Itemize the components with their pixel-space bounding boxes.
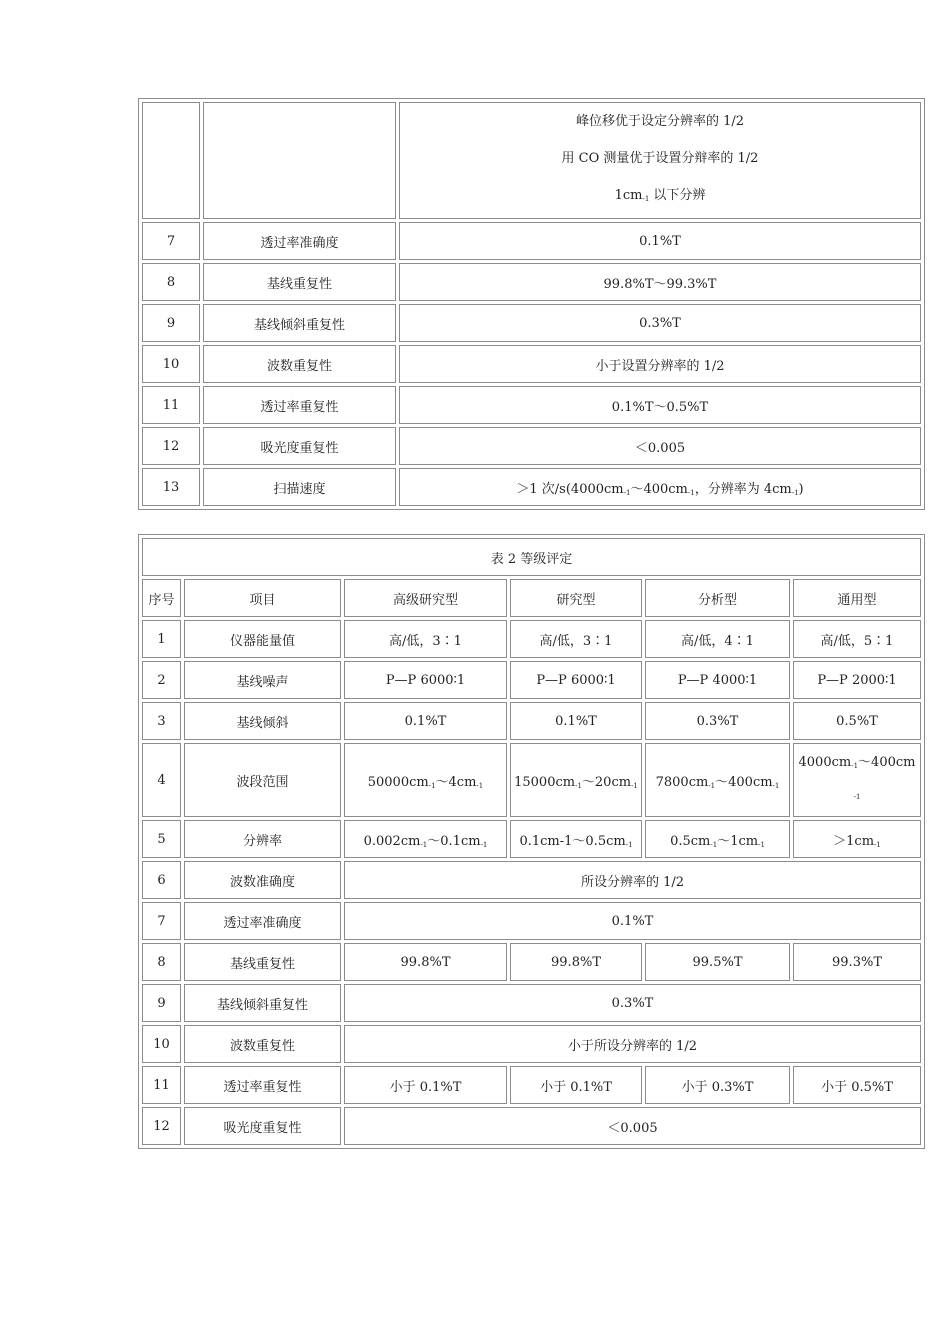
table-row	[142, 222, 921, 260]
value-cell: $>1cm_{-1}$	[793, 820, 921, 858]
item-cell: 基线重复性	[184, 943, 341, 981]
table-row	[142, 386, 921, 424]
table-row	[142, 661, 921, 699]
table-row	[142, 984, 921, 1022]
item-cell: 波数准确度	[184, 861, 341, 899]
value-cell: $7800cm_{-1}\sim 400cm_{-1}$	[645, 743, 790, 817]
item-cell: 扫描速度	[203, 468, 396, 506]
value-cell: P—P 4000∶1	[645, 661, 790, 699]
value-cell: 0.3%T	[344, 984, 921, 1022]
value-cell: 0.1%T～0.5%T	[399, 386, 921, 424]
item-cell: 基线噪声	[184, 661, 341, 699]
item-cell: 透过率准确度	[184, 902, 341, 940]
value-cell: 高/低，4∶1	[645, 620, 790, 658]
value-line: 峰位移优于设定分辨率的 1/2	[575, 114, 745, 129]
header-cell: 研究型	[510, 579, 642, 617]
value-cell: 小于设置分辨率的 1/2	[399, 345, 921, 383]
number-cell: 2	[142, 661, 181, 699]
value-cell: ＞1 次$/s(4000cm_{-1}\sim 400cm_{-1}$，分辨率为 $4cm_{-1}$)	[399, 468, 921, 506]
value-line: $1cm_{-1}$ 以下分辨	[614, 188, 706, 203]
item-cell: 波数重复性	[203, 345, 396, 383]
table-row	[142, 102, 921, 219]
table-row	[142, 943, 921, 981]
number-cell	[142, 102, 200, 219]
value-cell: 高/低，5∶1	[793, 620, 921, 658]
item-cell: 仪器能量值	[184, 620, 341, 658]
item-cell: 透过率准确度	[203, 222, 396, 260]
table-row	[142, 1025, 921, 1063]
value-cell: 99.8%T～99.3%T	[399, 263, 921, 301]
grade-evaluation-table	[138, 534, 925, 1149]
value-cell: $0.002cm_{-1}\sim 0.1cm_{-1}$	[344, 820, 507, 858]
value-cell: 小于 0.1%T	[344, 1066, 507, 1104]
value-cell: P—P 2000∶1	[793, 661, 921, 699]
number-cell: 4	[142, 743, 181, 817]
item-cell: 基线倾斜重复性	[184, 984, 341, 1022]
header-cell: 高级研究型	[344, 579, 507, 617]
value-cell: 小于所设分辨率的 1/2	[344, 1025, 921, 1063]
header-cell: 通用型	[793, 579, 921, 617]
number-cell: 8	[142, 943, 181, 981]
value-cell: $15000cm_{-1}\sim 20cm_{-1}$	[510, 743, 642, 817]
value-cell: 高/低，3∶1	[344, 620, 507, 658]
table-row	[142, 902, 921, 940]
table-row	[142, 345, 921, 383]
value-cell: $0.1cm-1\sim 0.5cm_{-1}$	[510, 820, 642, 858]
table-title-row	[142, 538, 921, 576]
table-row	[142, 304, 921, 342]
item-cell: 基线重复性	[203, 263, 396, 301]
number-cell: 13	[142, 468, 200, 506]
value-line: 用 CO 测量优于设置分辩率的 1/2	[561, 151, 759, 166]
table-row	[142, 1066, 921, 1104]
item-cell: 波段范围	[184, 743, 341, 817]
value-cell: 0.3%T	[399, 304, 921, 342]
value-cell: 0.1%T	[344, 902, 921, 940]
table-row	[142, 1107, 921, 1145]
number-cell: 7	[142, 222, 200, 260]
number-cell: 12	[142, 1107, 181, 1145]
value-cell: 小于 0.5%T	[793, 1066, 921, 1104]
value-cell: ＜0.005	[399, 427, 921, 465]
table-header-row	[142, 579, 921, 617]
number-cell: 11	[142, 386, 200, 424]
number-cell: 5	[142, 820, 181, 858]
item-cell: 分辨率	[184, 820, 341, 858]
table-row	[142, 743, 921, 817]
table-row	[142, 702, 921, 740]
table-row	[142, 468, 921, 506]
value-cell: $4000cm_{-1}\sim 400cm$ $_{-1}$	[793, 743, 921, 817]
number-cell: 6	[142, 861, 181, 899]
number-cell: 1	[142, 620, 181, 658]
number-cell: 10	[142, 1025, 181, 1063]
number-cell: 12	[142, 427, 200, 465]
value-cell: 0.5%T	[793, 702, 921, 740]
number-cell: 9	[142, 304, 200, 342]
value-cell: $0.5cm_{-1}\sim 1cm_{-1}$	[645, 820, 790, 858]
header-cell: 序号	[142, 579, 181, 617]
number-cell: 9	[142, 984, 181, 1022]
table-row	[142, 263, 921, 301]
value-cell: ＜0.005	[344, 1107, 921, 1145]
item-cell	[203, 102, 396, 219]
header-cell: 分析型	[645, 579, 790, 617]
value-cell: 0.3%T	[645, 702, 790, 740]
item-cell: 吸光度重复性	[184, 1107, 341, 1145]
value-cell: 99.8%T	[344, 943, 507, 981]
table-row	[142, 820, 921, 858]
value-cell	[399, 102, 921, 219]
table-row	[142, 427, 921, 465]
item-cell: 基线倾斜重复性	[203, 304, 396, 342]
item-cell: 透过率重复性	[184, 1066, 341, 1104]
value-cell: 99.5%T	[645, 943, 790, 981]
item-cell: 透过率重复性	[203, 386, 396, 424]
item-cell: 基线倾斜	[184, 702, 341, 740]
table-title: 表 2 等级评定	[142, 538, 921, 576]
value-cell: 小于 0.1%T	[510, 1066, 642, 1104]
value-cell: 99.8%T	[510, 943, 642, 981]
number-cell: 8	[142, 263, 200, 301]
number-cell: 11	[142, 1066, 181, 1104]
header-cell: 项目	[184, 579, 341, 617]
item-cell: 吸光度重复性	[203, 427, 396, 465]
number-cell: 10	[142, 345, 200, 383]
value-cell: 0.1%T	[510, 702, 642, 740]
value-cell: 0.1%T	[344, 702, 507, 740]
table-row	[142, 620, 921, 658]
value-cell: 所设分辨率的 1/2	[344, 861, 921, 899]
item-cell: 波数重复性	[184, 1025, 341, 1063]
spec-table-continued	[138, 98, 925, 510]
value-cell: P—P 6000∶1	[510, 661, 642, 699]
value-cell: 99.3%T	[793, 943, 921, 981]
value-cell: P—P 6000∶1	[344, 661, 507, 699]
value-cell: 小于 0.3%T	[645, 1066, 790, 1104]
number-cell: 7	[142, 902, 181, 940]
number-cell: 3	[142, 702, 181, 740]
value-cell: $50000cm_{-1}\sim 4cm_{-1}$	[344, 743, 507, 817]
value-cell: 高/低，3∶1	[510, 620, 642, 658]
table-row	[142, 861, 921, 899]
value-cell: 0.1%T	[399, 222, 921, 260]
